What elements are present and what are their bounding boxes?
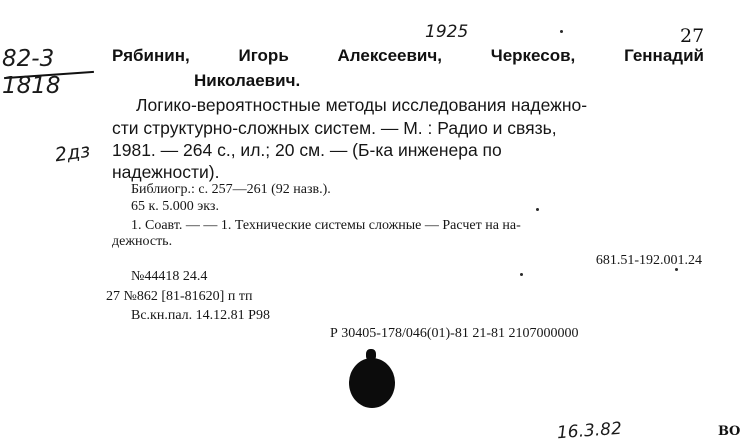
tracing-line: дежность. [112,234,173,249]
title-line: надежности). [112,162,220,182]
udc-classification: 681.51-192.001.24 [595,253,702,268]
speck [536,208,539,211]
catalog-code: Р 30405-178/046(01)-81 21-81 2107000000 [330,326,579,341]
handwritten-date: 16.3.82 [556,418,623,444]
speck [675,268,678,271]
inventory-line: Вс.кн.пал. 14.12.81 Р98 [131,308,270,323]
title-line: Логико-вероятностные методы исследования надежно- [136,95,588,115]
card-punch-hole [349,358,395,408]
shelf-mark-top: 82-3 [2,46,55,72]
title-line: 1981. — 264 с., ил.; 20 см. — (Б-ка инженера по [112,140,502,160]
author-heading-word: Геннадий [624,46,704,65]
card-number: 27 [680,25,705,47]
author-heading-word: Игорь [238,46,289,65]
tracing-line: 1. Соавт. — — 1. Технические системы сложные — Расчет на на- [131,218,521,233]
price-print-run: 65 к. 5.000 экз. [131,199,219,214]
handwritten-stamp-mark: 2дз [53,139,92,167]
author-heading-word: Алексеевич, [337,46,442,65]
author-year-note: 1925 [425,22,469,42]
speck [520,273,523,276]
speck [560,30,563,33]
shelf-mark-bottom: 1818 [2,73,61,99]
author-heading-line-2: Николаевич. [194,71,301,90]
bibliography-note: Библиогр.: с. 257—261 (92 назв.). [131,182,331,197]
title-line: сти структурно-сложных систем. — М. : Радио и связь, [112,118,557,138]
author-heading-word: Черкесов, [490,46,576,65]
inventory-line: 27 №862 [81-81620] п тп [106,289,253,304]
corner-mark: ВО [718,424,741,439]
author-heading-line-1 [112,47,704,64]
author-heading-word: Рябинин, [112,46,190,65]
inventory-line: №44418 24.4 [131,269,208,284]
